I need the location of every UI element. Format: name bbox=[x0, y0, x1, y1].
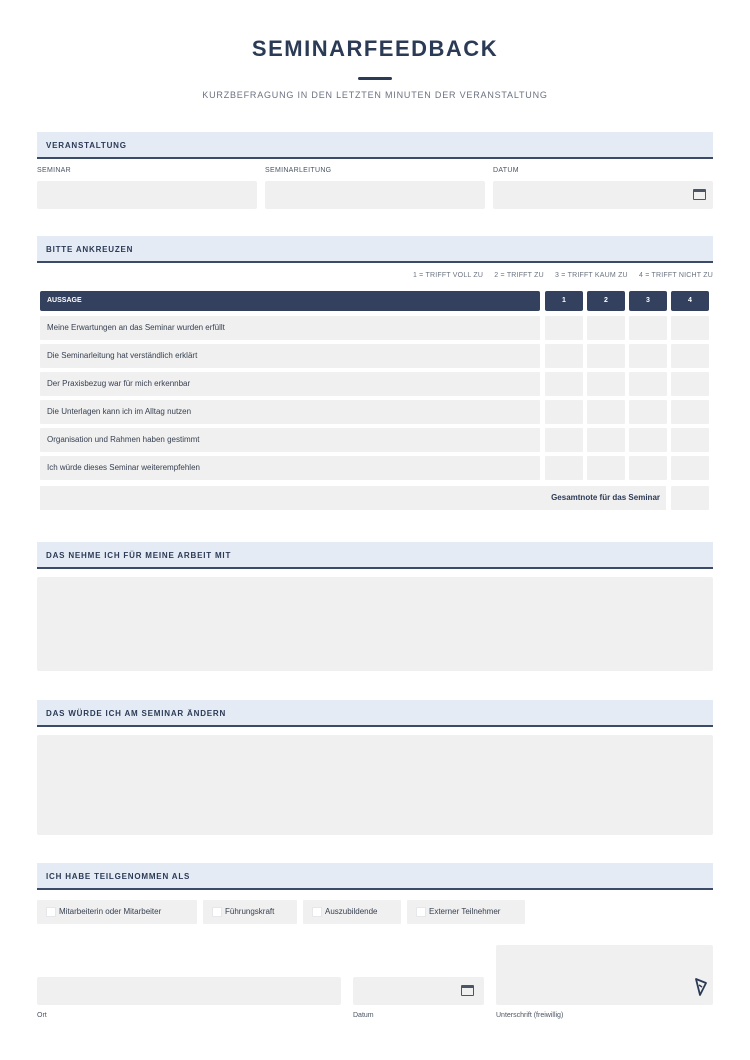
option-mitarbeiter[interactable] bbox=[37, 900, 197, 924]
rating-cell[interactable] bbox=[629, 316, 667, 340]
rating-cell[interactable] bbox=[545, 344, 583, 368]
statement-row-label: Organisation und Rahmen haben gestimmt bbox=[40, 428, 540, 452]
rating-cell[interactable] bbox=[587, 428, 625, 452]
statement-row-label: Die Seminarleitung hat verständlich erklärt bbox=[40, 344, 540, 368]
rating-cell[interactable] bbox=[587, 372, 625, 396]
rating-cell[interactable] bbox=[545, 372, 583, 396]
calendar-icon[interactable] bbox=[461, 985, 474, 996]
rating-cell[interactable] bbox=[629, 372, 667, 396]
seminarleitung-label: SEMINARLEITUNG bbox=[265, 167, 332, 174]
section-changes-heading: DAS WÜRDE ICH AM SEMINAR ÄNDERN bbox=[46, 709, 227, 718]
statement-row-label: Ich würde dieses Seminar weiterempfehlen bbox=[40, 456, 540, 480]
page-subtitle: KURZBEFRAGUNG IN DEN LETZTEN MINUTEN DER VERANSTALTUNG bbox=[202, 90, 548, 100]
signature-label: Unterschrift (freiwillig) bbox=[496, 1012, 564, 1019]
legend-item: 1 = TRIFFT VOLL ZU bbox=[412, 272, 484, 279]
rating-cell[interactable] bbox=[629, 400, 667, 424]
rating-cell[interactable] bbox=[671, 400, 709, 424]
rating-cell[interactable] bbox=[587, 316, 625, 340]
footer-datum-field[interactable] bbox=[353, 977, 484, 1005]
column-header-4: 4 bbox=[671, 291, 709, 311]
rating-cell[interactable] bbox=[671, 316, 709, 340]
rating-cell[interactable] bbox=[545, 400, 583, 424]
option-auszubildende[interactable] bbox=[303, 900, 401, 924]
section-takeaway bbox=[37, 542, 713, 569]
column-header-1: 1 bbox=[545, 291, 583, 311]
statement-row-label: Meine Erwartungen an das Seminar wurden erfüllt bbox=[40, 316, 540, 340]
rating-cell[interactable] bbox=[671, 344, 709, 368]
option-label: Führungskraft bbox=[225, 907, 275, 916]
seminarleitung-field[interactable] bbox=[265, 181, 485, 209]
rating-cell[interactable] bbox=[671, 372, 709, 396]
page-title: SEMINARFEEDBACK bbox=[251, 36, 499, 61]
rating-cell[interactable] bbox=[545, 428, 583, 452]
pen-icon bbox=[694, 977, 708, 997]
legend-item: 3 = TRIFFT KAUM ZU bbox=[555, 272, 628, 279]
calendar-icon[interactable] bbox=[693, 189, 706, 200]
datum-field[interactable] bbox=[493, 181, 713, 209]
section-participant bbox=[37, 863, 713, 890]
rating-cell[interactable] bbox=[545, 456, 583, 480]
rating-cell[interactable] bbox=[629, 456, 667, 480]
datum-label: DATUM bbox=[493, 167, 519, 174]
changes-textarea[interactable] bbox=[37, 735, 713, 835]
rating-cell[interactable] bbox=[671, 456, 709, 480]
section-veranstaltung-heading: VERANSTALTUNG bbox=[46, 141, 127, 150]
section-participant-heading: ICH HABE TEILGENOMMEN ALS bbox=[46, 872, 191, 881]
option-label: Externer Teilnehmer bbox=[429, 907, 501, 916]
option-extern[interactable] bbox=[407, 900, 525, 924]
statement-row-label: Die Unterlagen kann ich im Alltag nutzen bbox=[40, 400, 540, 424]
seminar-label: SEMINAR bbox=[37, 167, 71, 174]
rating-cell[interactable] bbox=[587, 400, 625, 424]
option-label: Auszubildende bbox=[325, 907, 378, 916]
seminar-field[interactable] bbox=[37, 181, 257, 209]
total-grade-cell[interactable] bbox=[671, 486, 709, 510]
checkbox[interactable] bbox=[46, 907, 56, 917]
footer-datum-label: Datum bbox=[353, 1012, 374, 1019]
statement-row-label: Der Praxisbezug war für mich erkennbar bbox=[40, 372, 540, 396]
legend-item: 4 = TRIFFT NICHT ZU bbox=[638, 272, 713, 279]
takeaway-textarea[interactable] bbox=[37, 577, 713, 671]
column-header-aussage: AUSSAGE bbox=[40, 291, 540, 311]
column-header-2: 2 bbox=[587, 291, 625, 311]
ort-field[interactable] bbox=[37, 977, 341, 1005]
checkbox[interactable] bbox=[212, 907, 222, 917]
checkbox[interactable] bbox=[312, 907, 322, 917]
rating-cell[interactable] bbox=[671, 428, 709, 452]
rating-cell[interactable] bbox=[587, 344, 625, 368]
column-header-3: 3 bbox=[629, 291, 667, 311]
signature-field[interactable] bbox=[496, 945, 713, 1005]
rating-cell[interactable] bbox=[629, 344, 667, 368]
title-underline bbox=[358, 77, 392, 80]
option-label: Mitarbeiterin oder Mitarbeiter bbox=[59, 907, 162, 916]
section-bitte-ankreuzen bbox=[37, 236, 713, 263]
rating-cell[interactable] bbox=[545, 316, 583, 340]
total-grade-label: Gesamtnote für das Seminar bbox=[40, 486, 666, 510]
section-bitte-ankreuzen-heading: BITTE ANKREUZEN bbox=[46, 245, 134, 254]
rating-cell[interactable] bbox=[587, 456, 625, 480]
ort-label: Ort bbox=[37, 1012, 47, 1019]
section-changes bbox=[37, 700, 713, 727]
section-veranstaltung bbox=[37, 132, 713, 159]
legend-item: 2 = TRIFFT ZU bbox=[494, 272, 544, 279]
rating-cell[interactable] bbox=[629, 428, 667, 452]
option-fuehrungskraft[interactable] bbox=[203, 900, 297, 924]
rating-legend bbox=[404, 272, 713, 279]
checkbox[interactable] bbox=[416, 907, 426, 917]
section-takeaway-heading: DAS NEHME ICH FÜR MEINE ARBEIT MIT bbox=[46, 551, 232, 560]
